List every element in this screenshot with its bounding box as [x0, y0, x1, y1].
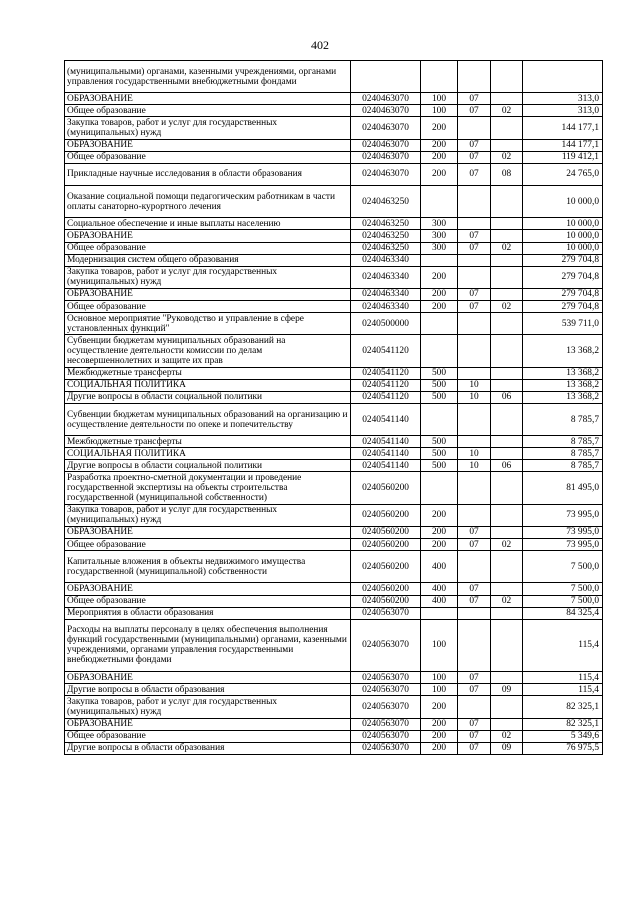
row-expense-type-cell: 200 — [421, 139, 458, 151]
row-expense-type-cell: 500 — [421, 448, 458, 460]
row-subsection-cell: 06 — [491, 391, 523, 403]
table-row — [65, 266, 603, 288]
row-subsection-cell: 09 — [491, 742, 523, 754]
row-amount-cell — [523, 61, 603, 93]
row-section-cell: 07 — [458, 105, 491, 117]
row-subsection-cell — [491, 672, 523, 684]
row-name-cell: Расходы на выплаты персоналу в целях обеспечения выполнения функций государственными (муниципальными) органами, казенными учреждениями, органами управления государственными внебюджетными фондами — [65, 619, 351, 672]
row-section-cell — [458, 607, 491, 619]
table-row — [65, 117, 603, 139]
row-name-cell: СОЦИАЛЬНАЯ ПОЛИТИКА — [65, 448, 351, 460]
row-name-cell: ОБРАЗОВАНИЕ — [65, 718, 351, 730]
table-row — [65, 313, 603, 335]
row-amount-cell: 279 704,8 — [523, 266, 603, 288]
table-row — [65, 551, 603, 583]
row-name-cell: Общее образование — [65, 301, 351, 313]
row-section-cell — [458, 186, 491, 218]
row-code-cell: 0240463340 — [351, 288, 421, 300]
row-name-cell: ОБРАЗОВАНИЕ — [65, 230, 351, 242]
row-code-cell: 0240500000 — [351, 313, 421, 335]
row-subsection-cell — [491, 93, 523, 105]
table-row — [65, 607, 603, 619]
row-section-cell — [458, 117, 491, 139]
table-row — [65, 163, 603, 185]
row-code-cell: 0240563070 — [351, 672, 421, 684]
row-section-cell: 07 — [458, 742, 491, 754]
row-expense-type-cell — [421, 61, 458, 93]
row-expense-type-cell — [421, 313, 458, 335]
row-expense-type-cell: 200 — [421, 117, 458, 139]
table-row — [65, 335, 603, 367]
row-code-cell: 0240463070 — [351, 93, 421, 105]
row-section-cell: 07 — [458, 301, 491, 313]
row-subsection-cell: 02 — [491, 539, 523, 551]
row-expense-type-cell: 200 — [421, 742, 458, 754]
row-section-cell — [458, 254, 491, 266]
row-expense-type-cell: 200 — [421, 718, 458, 730]
row-name-cell: Субвенции бюджетам муниципальных образований на организацию и осуществление деятельности по опеке и попечительству — [65, 403, 351, 435]
row-section-cell — [458, 61, 491, 93]
row-name-cell: Общее образование — [65, 539, 351, 551]
row-amount-cell: 10 000,0 — [523, 230, 603, 242]
row-name-cell: Другие вопросы в области социальной политики — [65, 460, 351, 472]
budget-table-body — [65, 61, 603, 755]
row-section-cell: 07 — [458, 684, 491, 696]
row-subsection-cell — [491, 335, 523, 367]
row-name-cell: Общее образование — [65, 242, 351, 254]
table-row — [65, 186, 603, 218]
row-name-cell: ОБРАЗОВАНИЕ — [65, 526, 351, 538]
row-code-cell: 0240463250 — [351, 230, 421, 242]
row-expense-type-cell: 400 — [421, 595, 458, 607]
row-section-cell — [458, 619, 491, 672]
row-subsection-cell — [491, 230, 523, 242]
row-subsection-cell — [491, 288, 523, 300]
row-expense-type-cell: 500 — [421, 436, 458, 448]
row-expense-type-cell: 200 — [421, 151, 458, 163]
row-name-cell: Субвенции бюджетам муниципальных образований на осуществление деятельности комиссии по делам несовершеннолетних и защите их прав — [65, 335, 351, 367]
row-amount-cell: 119 412,1 — [523, 151, 603, 163]
row-name-cell: Межбюджетные трансферты — [65, 367, 351, 379]
row-expense-type-cell: 100 — [421, 684, 458, 696]
row-code-cell: 0240563070 — [351, 684, 421, 696]
row-section-cell: 07 — [458, 595, 491, 607]
row-code-cell: 0240560200 — [351, 539, 421, 551]
row-code-cell: 0240541120 — [351, 335, 421, 367]
row-expense-type-cell: 300 — [421, 218, 458, 230]
row-subsection-cell: 02 — [491, 595, 523, 607]
row-code-cell: 0240541120 — [351, 379, 421, 391]
row-name-cell: Закупка товаров, работ и услуг для государственных (муниципальных) нужд — [65, 696, 351, 718]
row-section-cell: 10 — [458, 379, 491, 391]
row-subsection-cell — [491, 472, 523, 504]
row-expense-type-cell — [421, 335, 458, 367]
row-code-cell: 0240563070 — [351, 730, 421, 742]
row-amount-cell: 82 325,1 — [523, 696, 603, 718]
row-amount-cell: 144 177,1 — [523, 139, 603, 151]
row-subsection-cell — [491, 526, 523, 538]
row-code-cell: 0240463250 — [351, 218, 421, 230]
row-section-cell — [458, 266, 491, 288]
table-row — [65, 301, 603, 313]
row-name-cell: (муниципальными) органами, казенными учреждениями, органами управления государственными внебюджетными фондами — [65, 61, 351, 93]
row-code-cell: 0240463070 — [351, 139, 421, 151]
row-expense-type-cell: 500 — [421, 391, 458, 403]
row-section-cell — [458, 504, 491, 526]
row-section-cell: 07 — [458, 230, 491, 242]
row-section-cell: 10 — [458, 460, 491, 472]
row-code-cell: 0240463340 — [351, 301, 421, 313]
table-row — [65, 105, 603, 117]
row-name-cell: ОБРАЗОВАНИЕ — [65, 672, 351, 684]
row-name-cell: Модернизация систем общего образования — [65, 254, 351, 266]
row-subsection-cell: 02 — [491, 105, 523, 117]
row-code-cell: 0240541140 — [351, 436, 421, 448]
row-code-cell — [351, 61, 421, 93]
row-subsection-cell — [491, 313, 523, 335]
budget-table — [64, 60, 603, 755]
row-section-cell: 10 — [458, 391, 491, 403]
row-code-cell: 0240541140 — [351, 403, 421, 435]
row-amount-cell: 313,0 — [523, 93, 603, 105]
row-expense-type-cell: 200 — [421, 539, 458, 551]
row-name-cell: Оказание социальной помощи педагогическим работникам в части оплаты санаторно-курортного лечения — [65, 186, 351, 218]
row-code-cell: 0240541120 — [351, 367, 421, 379]
table-row — [65, 230, 603, 242]
row-amount-cell: 144 177,1 — [523, 117, 603, 139]
row-section-cell — [458, 436, 491, 448]
row-name-cell: Другие вопросы в области образования — [65, 742, 351, 754]
row-subsection-cell — [491, 61, 523, 93]
table-row — [65, 436, 603, 448]
table-row — [65, 742, 603, 754]
row-section-cell — [458, 403, 491, 435]
row-name-cell: Межбюджетные трансферты — [65, 436, 351, 448]
row-amount-cell: 7 500,0 — [523, 583, 603, 595]
row-section-cell: 07 — [458, 151, 491, 163]
row-name-cell: ОБРАЗОВАНИЕ — [65, 93, 351, 105]
row-code-cell: 0240563070 — [351, 619, 421, 672]
row-subsection-cell: 06 — [491, 460, 523, 472]
row-section-cell: 07 — [458, 163, 491, 185]
row-section-cell: 07 — [458, 288, 491, 300]
row-name-cell: Разработка проектно-сметной документации и проведение государственной экспертизы на объекты строительства государственной (муниципальной собственности) — [65, 472, 351, 504]
row-amount-cell: 10 000,0 — [523, 242, 603, 254]
row-expense-type-cell: 300 — [421, 230, 458, 242]
row-amount-cell: 5 349,6 — [523, 730, 603, 742]
row-name-cell: Другие вопросы в области образования — [65, 684, 351, 696]
row-code-cell: 0240563070 — [351, 718, 421, 730]
table-row — [65, 367, 603, 379]
row-code-cell: 0240563070 — [351, 607, 421, 619]
row-expense-type-cell: 400 — [421, 583, 458, 595]
row-expense-type-cell: 200 — [421, 504, 458, 526]
row-name-cell: Закупка товаров, работ и услуг для государственных (муниципальных) нужд — [65, 117, 351, 139]
row-name-cell: Основное мероприятие "Руководство и управление в сфере установленных функций" — [65, 313, 351, 335]
row-expense-type-cell: 400 — [421, 551, 458, 583]
row-section-cell — [458, 696, 491, 718]
row-code-cell: 0240463340 — [351, 254, 421, 266]
table-row — [65, 504, 603, 526]
row-expense-type-cell: 200 — [421, 288, 458, 300]
table-row — [65, 61, 603, 93]
row-name-cell: ОБРАЗОВАНИЕ — [65, 139, 351, 151]
row-expense-type-cell: 100 — [421, 672, 458, 684]
row-expense-type-cell: 100 — [421, 93, 458, 105]
table-row — [65, 242, 603, 254]
row-amount-cell: 13 368,2 — [523, 367, 603, 379]
row-amount-cell: 73 995,0 — [523, 504, 603, 526]
row-section-cell: 07 — [458, 730, 491, 742]
row-subsection-cell — [491, 266, 523, 288]
row-expense-type-cell: 500 — [421, 460, 458, 472]
row-amount-cell: 81 495,0 — [523, 472, 603, 504]
row-section-cell: 07 — [458, 539, 491, 551]
row-subsection-cell — [491, 139, 523, 151]
table-row — [65, 583, 603, 595]
row-expense-type-cell: 500 — [421, 379, 458, 391]
row-expense-type-cell: 100 — [421, 619, 458, 672]
row-subsection-cell — [491, 403, 523, 435]
row-subsection-cell — [491, 448, 523, 460]
row-amount-cell: 8 785,7 — [523, 460, 603, 472]
row-subsection-cell — [491, 254, 523, 266]
row-code-cell: 0240541140 — [351, 460, 421, 472]
row-subsection-cell — [491, 551, 523, 583]
row-subsection-cell — [491, 583, 523, 595]
table-row — [65, 684, 603, 696]
row-subsection-cell — [491, 696, 523, 718]
row-expense-type-cell — [421, 254, 458, 266]
row-expense-type-cell — [421, 186, 458, 218]
row-code-cell: 0240563070 — [351, 742, 421, 754]
row-section-cell: 10 — [458, 448, 491, 460]
row-section-cell — [458, 218, 491, 230]
table-row — [65, 539, 603, 551]
row-subsection-cell: 02 — [491, 301, 523, 313]
table-row — [65, 672, 603, 684]
row-amount-cell: 76 975,5 — [523, 742, 603, 754]
row-section-cell: 07 — [458, 672, 491, 684]
row-section-cell: 07 — [458, 93, 491, 105]
row-code-cell: 0240560200 — [351, 472, 421, 504]
table-row — [65, 403, 603, 435]
row-expense-type-cell: 200 — [421, 730, 458, 742]
table-row — [65, 472, 603, 504]
table-row — [65, 218, 603, 230]
row-section-cell: 07 — [458, 526, 491, 538]
row-code-cell: 0240463070 — [351, 151, 421, 163]
row-expense-type-cell: 200 — [421, 163, 458, 185]
row-subsection-cell — [491, 186, 523, 218]
row-amount-cell: 8 785,7 — [523, 403, 603, 435]
row-amount-cell: 279 704,8 — [523, 301, 603, 313]
row-subsection-cell — [491, 504, 523, 526]
table-row — [65, 288, 603, 300]
row-name-cell: Прикладные научные исследования в области образования — [65, 163, 351, 185]
row-amount-cell: 7 500,0 — [523, 595, 603, 607]
table-row — [65, 448, 603, 460]
row-name-cell: Общее образование — [65, 105, 351, 117]
table-row — [65, 460, 603, 472]
row-amount-cell: 73 995,0 — [523, 539, 603, 551]
row-section-cell: 07 — [458, 139, 491, 151]
row-code-cell: 0240541140 — [351, 448, 421, 460]
row-subsection-cell — [491, 379, 523, 391]
row-subsection-cell — [491, 218, 523, 230]
row-expense-type-cell — [421, 607, 458, 619]
row-expense-type-cell — [421, 472, 458, 504]
row-amount-cell: 10 000,0 — [523, 186, 603, 218]
row-name-cell: Социальное обеспечение и иные выплаты населению — [65, 218, 351, 230]
row-amount-cell: 279 704,8 — [523, 254, 603, 266]
row-amount-cell: 24 765,0 — [523, 163, 603, 185]
row-amount-cell: 82 325,1 — [523, 718, 603, 730]
row-subsection-cell — [491, 367, 523, 379]
table-row — [65, 718, 603, 730]
row-subsection-cell: 02 — [491, 242, 523, 254]
row-code-cell: 0240463250 — [351, 186, 421, 218]
table-row — [65, 526, 603, 538]
row-section-cell — [458, 551, 491, 583]
row-code-cell: 0240560200 — [351, 504, 421, 526]
row-subsection-cell — [491, 436, 523, 448]
row-name-cell: Общее образование — [65, 595, 351, 607]
row-amount-cell: 7 500,0 — [523, 551, 603, 583]
row-name-cell: Капитальные вложения в объекты недвижимого имущества государственной (муниципальной) собственности — [65, 551, 351, 583]
row-code-cell: 0240541120 — [351, 391, 421, 403]
table-row — [65, 151, 603, 163]
table-row — [65, 619, 603, 672]
row-amount-cell: 10 000,0 — [523, 218, 603, 230]
row-section-cell: 07 — [458, 718, 491, 730]
row-name-cell: Общее образование — [65, 151, 351, 163]
row-code-cell: 0240463250 — [351, 242, 421, 254]
row-subsection-cell: 09 — [491, 684, 523, 696]
row-amount-cell: 13 368,2 — [523, 391, 603, 403]
row-amount-cell: 115,4 — [523, 684, 603, 696]
row-amount-cell: 13 368,2 — [523, 335, 603, 367]
row-code-cell: 0240560200 — [351, 526, 421, 538]
table-row — [65, 595, 603, 607]
row-code-cell: 0240560200 — [351, 551, 421, 583]
row-amount-cell: 84 325,4 — [523, 607, 603, 619]
row-name-cell: Закупка товаров, работ и услуг для государственных (муниципальных) нужд — [65, 504, 351, 526]
row-code-cell: 0240560200 — [351, 595, 421, 607]
row-amount-cell: 8 785,7 — [523, 436, 603, 448]
row-code-cell: 0240463340 — [351, 266, 421, 288]
row-amount-cell: 539 711,0 — [523, 313, 603, 335]
row-subsection-cell — [491, 607, 523, 619]
row-amount-cell: 313,0 — [523, 105, 603, 117]
row-subsection-cell — [491, 619, 523, 672]
row-name-cell: ОБРАЗОВАНИЕ — [65, 583, 351, 595]
row-subsection-cell: 02 — [491, 730, 523, 742]
row-expense-type-cell: 200 — [421, 266, 458, 288]
row-amount-cell: 73 995,0 — [523, 526, 603, 538]
table-row — [65, 391, 603, 403]
table-row — [65, 379, 603, 391]
row-section-cell — [458, 472, 491, 504]
row-amount-cell: 115,4 — [523, 672, 603, 684]
table-row — [65, 254, 603, 266]
row-expense-type-cell: 200 — [421, 301, 458, 313]
row-code-cell: 0240463070 — [351, 105, 421, 117]
row-subsection-cell — [491, 718, 523, 730]
row-subsection-cell — [491, 117, 523, 139]
row-name-cell: Другие вопросы в области социальной политики — [65, 391, 351, 403]
row-name-cell: ОБРАЗОВАНИЕ — [65, 288, 351, 300]
row-code-cell: 0240563070 — [351, 696, 421, 718]
row-name-cell: Мероприятия в области образования — [65, 607, 351, 619]
row-section-cell: 07 — [458, 242, 491, 254]
table-row — [65, 730, 603, 742]
row-code-cell: 0240560200 — [351, 583, 421, 595]
row-expense-type-cell: 200 — [421, 526, 458, 538]
row-subsection-cell: 08 — [491, 163, 523, 185]
row-expense-type-cell: 200 — [421, 696, 458, 718]
row-amount-cell: 279 704,8 — [523, 288, 603, 300]
row-section-cell: 07 — [458, 583, 491, 595]
row-subsection-cell: 02 — [491, 151, 523, 163]
row-code-cell: 0240463070 — [351, 163, 421, 185]
table-row — [65, 696, 603, 718]
row-amount-cell: 8 785,7 — [523, 448, 603, 460]
row-section-cell — [458, 335, 491, 367]
row-name-cell: Закупка товаров, работ и услуг для государственных (муниципальных) нужд — [65, 266, 351, 288]
page-number: 402 — [311, 38, 329, 52]
table-row — [65, 139, 603, 151]
row-expense-type-cell: 500 — [421, 367, 458, 379]
row-name-cell: СОЦИАЛЬНАЯ ПОЛИТИКА — [65, 379, 351, 391]
row-expense-type-cell — [421, 403, 458, 435]
row-amount-cell: 115,4 — [523, 619, 603, 672]
row-code-cell: 0240463070 — [351, 117, 421, 139]
row-expense-type-cell: 100 — [421, 105, 458, 117]
row-section-cell — [458, 367, 491, 379]
row-amount-cell: 13 368,2 — [523, 379, 603, 391]
table-row — [65, 93, 603, 105]
row-expense-type-cell: 300 — [421, 242, 458, 254]
row-name-cell: Общее образование — [65, 730, 351, 742]
row-section-cell — [458, 313, 491, 335]
